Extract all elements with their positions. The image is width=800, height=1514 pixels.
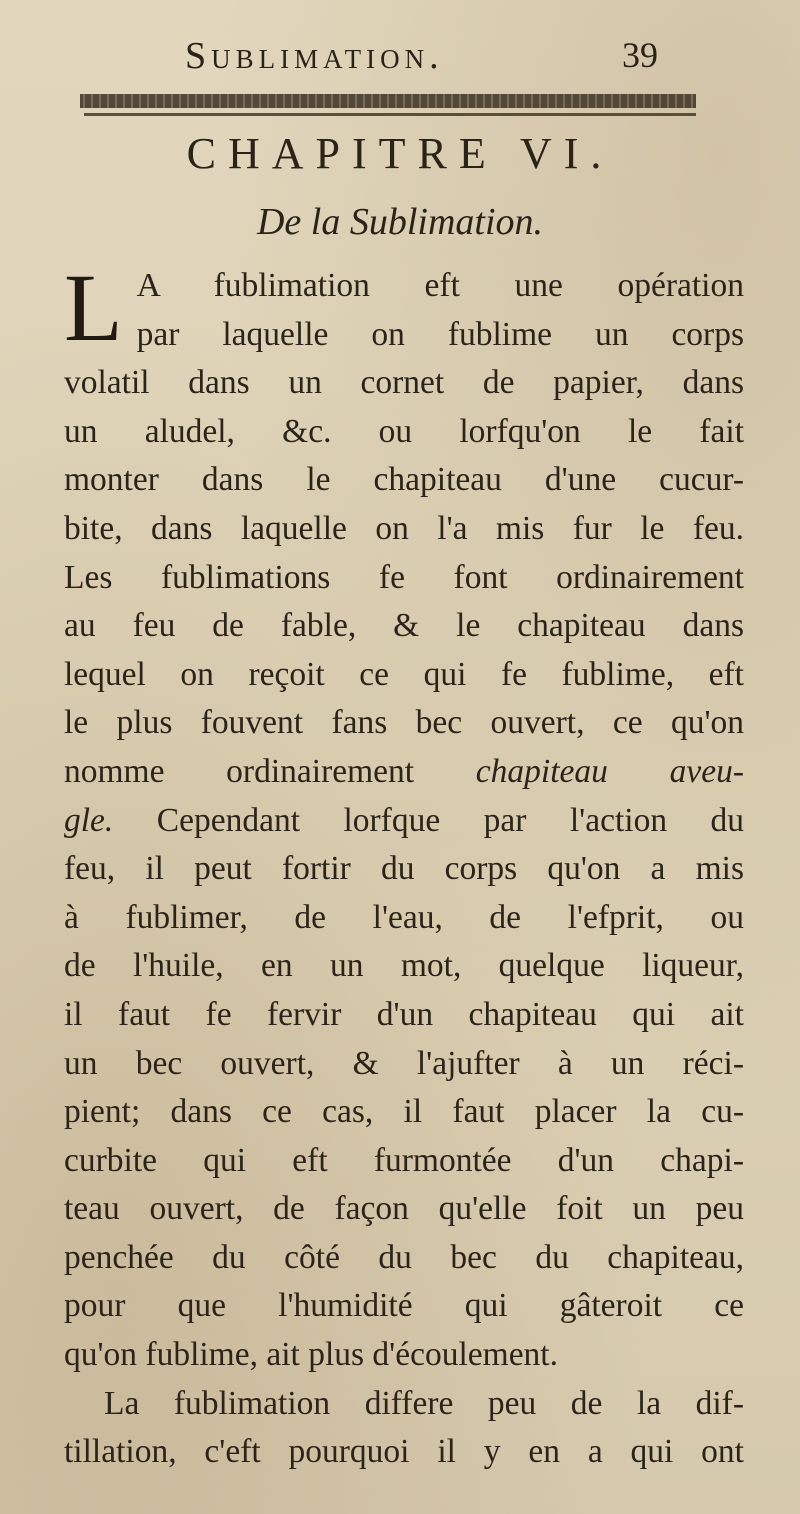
text-line: au feu de fable, & le chapiteau dans [64, 607, 744, 645]
drop-cap: L [64, 254, 123, 361]
text-line: feu, il peut fortir du corps qu'on a mis [64, 850, 744, 888]
text-line: un aludel, &c. ou lorfqu'on le fait [64, 412, 744, 450]
text-line: pient; dans ce cas, il faut placer la cu- [64, 1093, 744, 1131]
text-line: La fublimation differe peu de la dif- [104, 1384, 744, 1422]
text-line: penchée du côté du bec du chapiteau, [64, 1238, 744, 1276]
text-line: teau ouvert, de façon qu'elle foit un peu [64, 1190, 744, 1228]
text-line: à fublimer, de l'eau, de l'efprit, ou [64, 898, 744, 936]
text-line: volatil dans un cornet de papier, dans [64, 364, 744, 402]
text-line: qu'on fublime, ait plus d'écoulement. [64, 1336, 558, 1374]
text-line: pour que l'humidité qui gâteroit ce [64, 1287, 744, 1325]
text-line: un bec ouvert, & l'ajufter à un réci- [64, 1044, 744, 1082]
running-title: Sublimation. [185, 35, 444, 77]
running-head [0, 28, 800, 88]
italic-term: gle. [64, 801, 114, 839]
page-number: 39 [622, 35, 658, 75]
text-line: il faut fe fervir d'un chapiteau qui ait [64, 995, 744, 1033]
text-line: Les fublimations fe font ordinairement [64, 558, 744, 596]
chapter-subtitle: De la Sublimation. [256, 201, 544, 243]
text-line: bite, dans laquelle on l'a mis fur le feu. [64, 509, 744, 547]
text-line: curbite qui eft furmontée d'un chapi- [64, 1141, 744, 1179]
chapter-heading: CHAPITRE VI. [186, 129, 614, 178]
text-line: de l'huile, en un mot, quelque liqueur, [64, 947, 744, 985]
text-line: tillation, c'eft pourquoi il y en a qui ont [64, 1433, 744, 1471]
header-rule [84, 113, 696, 116]
text-line: le plus fouvent fans bec ouvert, ce qu'on [64, 704, 744, 742]
text-segment: Cependant lorfque par l'action du [156, 801, 745, 839]
text-line-mixed [64, 748, 744, 797]
body-text [64, 254, 745, 1477]
text-line: lequel on reçoit ce qui fe fublime, eft [64, 655, 744, 693]
text-line: A fublimation eft une opération [136, 267, 744, 304]
ornamental-rule [80, 94, 696, 108]
italic-term: chapiteau aveu- [475, 752, 744, 790]
text-line: monter dans le chapiteau d'une cucur- [64, 461, 744, 499]
text-line: par laquelle on fublime un corps [136, 315, 744, 353]
text-segment: nomme ordinairement [64, 752, 415, 790]
text-line-mixed [64, 797, 744, 846]
